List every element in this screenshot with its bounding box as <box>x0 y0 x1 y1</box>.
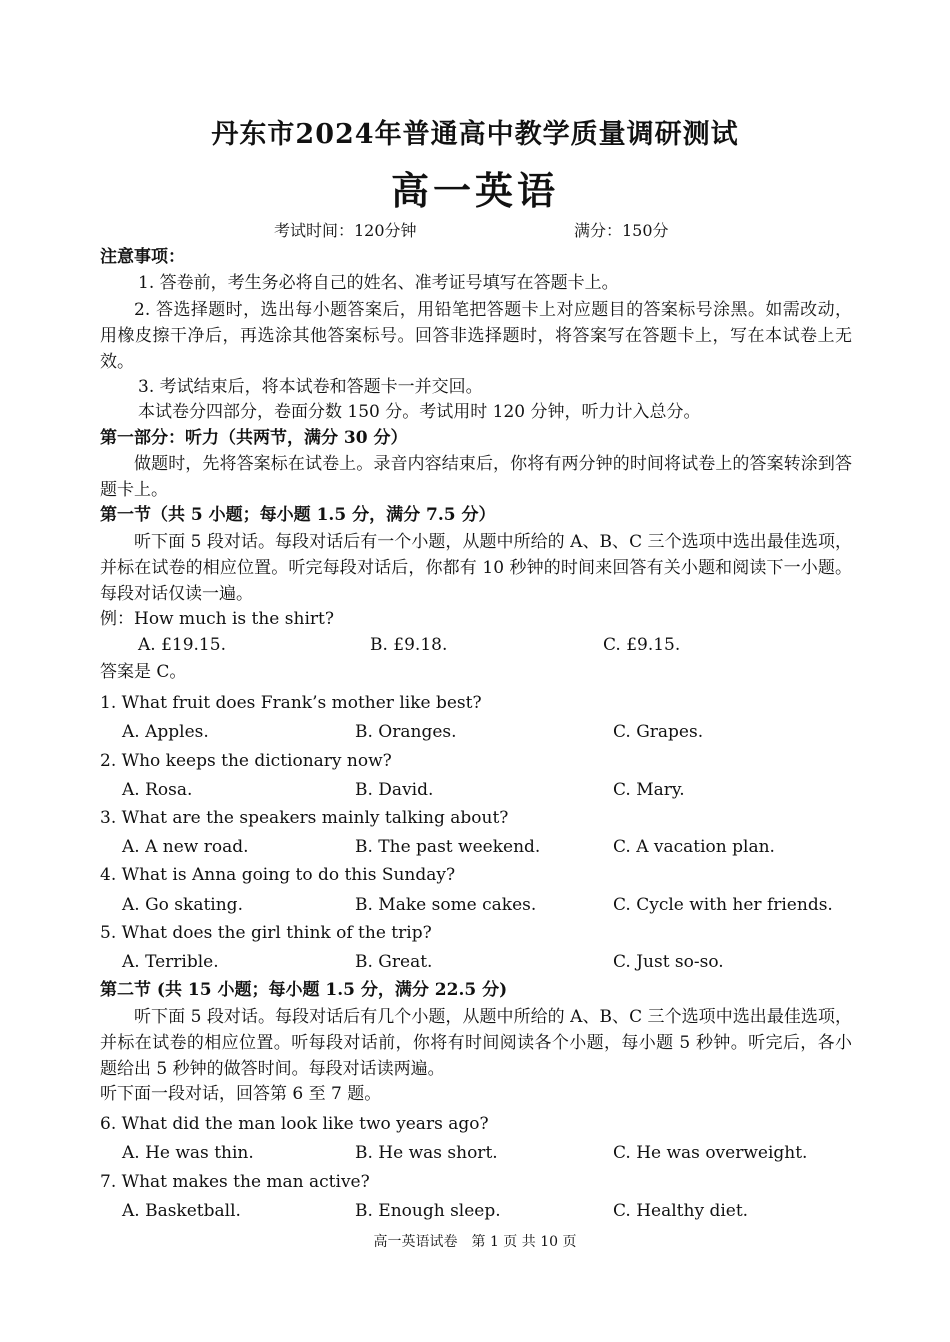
q2-option-c: C. Mary. <box>613 780 685 800</box>
example-option-b: B. £9.18. <box>370 635 448 655</box>
page-footer: 高一英语试卷 第 1 页 共 10 页 <box>373 1234 577 1250</box>
question-5: 5. What does the girl think of the trip? <box>100 923 432 943</box>
exam-time: 考试时间：120分钟 <box>274 221 417 240</box>
q7-option-b: B. Enough sleep. <box>355 1201 501 1221</box>
notice-item-3: 3. 考试结束后，将本试卷和答题卡一并交回。 <box>138 377 483 397</box>
q5-option-c: C. Just so-so. <box>613 952 724 972</box>
q5-option-a: A. Terrible. <box>122 952 219 972</box>
part1-heading: 第一部分：听力（共两节，满分 30 分） <box>100 428 408 448</box>
example-option-c: C. £9.15. <box>603 635 681 655</box>
section2-heading: 第二节 (共 15 小题；每小题 1.5 分，满分 22.5 分) <box>100 980 508 1000</box>
q6-option-b: B. He was short. <box>355 1143 498 1163</box>
example-answer: 答案是 C。 <box>100 662 187 682</box>
question-7: 7. What makes the man active? <box>100 1172 370 1192</box>
subject-title: 高一英语 <box>390 168 559 213</box>
q6-option-a: A. He was thin. <box>122 1143 254 1163</box>
notice-item-1: 1. 答卷前，考生务必将自己的姓名、准考证号填写在答题卡上。 <box>138 273 619 293</box>
question-6: 6. What did the man look like two years ago? <box>100 1114 489 1134</box>
q6-option-c: C. He was overweight. <box>613 1143 808 1163</box>
question-4: 4. What is Anna going to do this Sunday? <box>100 865 456 885</box>
q2-option-b: B. David. <box>355 780 434 800</box>
section1-heading: 第一节（共 5 小题；每小题 1.5 分，满分 7.5 分） <box>100 505 496 525</box>
notice-item-4: 本试卷分四部分，卷面分数 150 分。考试用时 120 分钟，听力计入总分。 <box>138 402 701 422</box>
q3-option-a: A. A new road. <box>122 837 249 857</box>
q7-option-a: A. Basketball. <box>122 1201 241 1221</box>
q7-option-c: C. Healthy diet. <box>613 1201 749 1221</box>
section2-intro: 听下面 5 段对话。每段对话后有几个小题，从题中所给的 A、B、C 三个选项中选出最佳选项，并标在试卷的相应位置。听每段对话前，你将有时间阅读各个小题，每小题 5 秒钟。听完后，各小题给出 5 秒钟的做答时间。每段对话读两遍。 <box>100 1007 852 1079</box>
q4-option-a: A. Go skating. <box>122 895 243 915</box>
notice-item-2: 2. 答选择题时，选出每小题答案后，用铅笔把答题卡上对应题目的答案标号涂黑。如需改动，用橡皮擦干净后，再选涂其他答案标号。回答非选择题时，将答案写在答题卡上，写在本试卷上无效。 <box>100 300 852 372</box>
q4-option-c: C. Cycle with her friends. <box>613 895 833 915</box>
example-question: 例：How much is the shirt? <box>100 609 334 629</box>
q2-option-a: A. Rosa. <box>122 780 193 800</box>
q1-option-c: C. Grapes. <box>613 722 704 742</box>
question-1: 1. What fruit does Frank’s mother like best? <box>100 693 482 713</box>
example-option-a: A. £19.15. <box>138 635 226 655</box>
q5-option-b: B. Great. <box>355 952 433 972</box>
q1-option-a: A. Apples. <box>122 722 209 742</box>
section1-intro: 听下面 5 段对话。每段对话后有一个小题，从题中所给的 A、B、C 三个选项中选出最佳选项，并标在试卷的相应位置。听完每段对话后，你都有 10 秒钟的时间来回答有关小题和阅读下一小题。每段对话仅读一遍。 <box>100 532 852 604</box>
q1-option-b: B. Oranges. <box>355 722 457 742</box>
dialog-note: 听下面一段对话，回答第 6 至 7 题。 <box>100 1084 382 1104</box>
q4-option-b: B. Make some cakes. <box>355 895 537 915</box>
full-score: 满分：150分 <box>574 221 669 240</box>
q3-option-b: B. The past weekend. <box>355 837 541 857</box>
exam-title: 丹东市2024年普通高中教学质量调研测试 <box>211 119 739 150</box>
notice-heading: 注意事项： <box>100 247 185 267</box>
question-2: 2. Who keeps the dictionary now? <box>100 751 392 771</box>
q3-option-c: C. A vacation plan. <box>613 837 775 857</box>
part1-intro: 做题时，先将答案标在试卷上。录音内容结束后，你将有两分钟的时间将试卷上的答案转涂到答题卡上。 <box>100 454 852 500</box>
question-3: 3. What are the speakers mainly talking about? <box>100 808 509 828</box>
